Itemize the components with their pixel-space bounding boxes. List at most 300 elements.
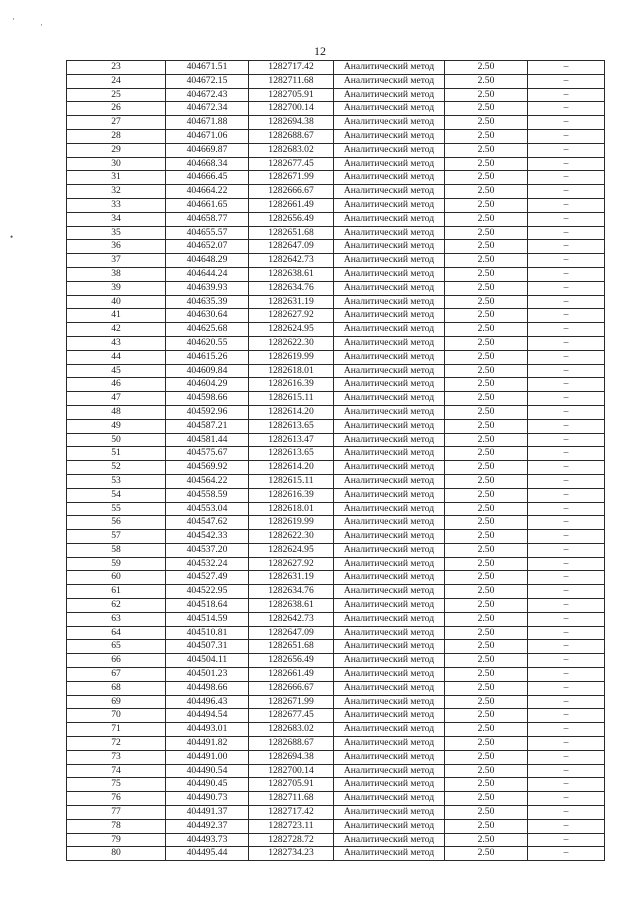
table-row — [67, 557, 605, 571]
table-row — [67, 750, 605, 764]
table-row — [67, 185, 605, 199]
method-cell: Аналитический метод — [334, 502, 445, 516]
error-cell: 2.50 — [445, 212, 528, 226]
method-cell: Аналитический метод — [334, 599, 445, 613]
point-number-cell: 36 — [67, 240, 166, 254]
error-cell: 2.50 — [445, 61, 528, 75]
note-cell: – — [528, 695, 605, 709]
x-coordinate-cell: 404669.87 — [166, 143, 249, 157]
method-cell: Аналитический метод — [334, 212, 445, 226]
table-row — [67, 61, 605, 75]
note-cell: – — [528, 571, 605, 585]
x-coordinate-cell: 404635.39 — [166, 295, 249, 309]
y-coordinate-cell: 1282705.91 — [249, 88, 334, 102]
method-cell: Аналитический метод — [334, 778, 445, 792]
note-cell: – — [528, 267, 605, 281]
method-cell: Аналитический метод — [334, 198, 445, 212]
point-number-cell: 75 — [67, 778, 166, 792]
y-coordinate-cell: 1282656.49 — [249, 654, 334, 668]
table-row — [67, 530, 605, 544]
table-row — [67, 764, 605, 778]
x-coordinate-cell: 404490.54 — [166, 764, 249, 778]
error-cell: 2.50 — [445, 392, 528, 406]
error-cell: 2.50 — [445, 254, 528, 268]
method-cell: Аналитический метод — [334, 309, 445, 323]
point-number-cell: 35 — [67, 226, 166, 240]
note-cell: – — [528, 640, 605, 654]
note-cell: – — [528, 737, 605, 751]
y-coordinate-cell: 1282723.11 — [249, 819, 334, 833]
y-coordinate-cell: 1282634.76 — [249, 281, 334, 295]
y-coordinate-cell: 1282622.30 — [249, 336, 334, 350]
error-cell: 2.50 — [445, 198, 528, 212]
x-coordinate-cell: 404575.67 — [166, 447, 249, 461]
method-cell: Аналитический метод — [334, 185, 445, 199]
table-row — [67, 833, 605, 847]
method-cell: Аналитический метод — [334, 571, 445, 585]
method-cell: Аналитический метод — [334, 405, 445, 419]
point-number-cell: 61 — [67, 585, 166, 599]
point-number-cell: 62 — [67, 599, 166, 613]
point-number-cell: 68 — [67, 681, 166, 695]
table-row — [67, 433, 605, 447]
note-cell: – — [528, 143, 605, 157]
note-cell: – — [528, 433, 605, 447]
table-row — [67, 254, 605, 268]
note-cell: – — [528, 833, 605, 847]
table-row — [67, 571, 605, 585]
y-coordinate-cell: 1282634.76 — [249, 585, 334, 599]
point-number-cell: 56 — [67, 516, 166, 530]
y-coordinate-cell: 1282627.92 — [249, 309, 334, 323]
method-cell: Аналитический метод — [334, 557, 445, 571]
point-number-cell: 60 — [67, 571, 166, 585]
y-coordinate-cell: 1282619.99 — [249, 516, 334, 530]
error-cell: 2.50 — [445, 557, 528, 571]
point-number-cell: 45 — [67, 364, 166, 378]
y-coordinate-cell: 1282619.99 — [249, 350, 334, 364]
table-row — [67, 405, 605, 419]
method-cell: Аналитический метод — [334, 681, 445, 695]
y-coordinate-cell: 1282661.49 — [249, 198, 334, 212]
error-cell: 2.50 — [445, 336, 528, 350]
x-coordinate-cell: 404564.22 — [166, 474, 249, 488]
x-coordinate-cell: 404648.29 — [166, 254, 249, 268]
note-cell: – — [528, 226, 605, 240]
y-coordinate-cell: 1282631.19 — [249, 295, 334, 309]
point-number-cell: 29 — [67, 143, 166, 157]
y-coordinate-cell: 1282631.19 — [249, 571, 334, 585]
x-coordinate-cell: 404652.07 — [166, 240, 249, 254]
table-row — [67, 392, 605, 406]
method-cell: Аналитический метод — [334, 129, 445, 143]
point-number-cell: 69 — [67, 695, 166, 709]
table-row — [67, 723, 605, 737]
x-coordinate-cell: 404501.23 — [166, 668, 249, 682]
point-number-cell: 54 — [67, 488, 166, 502]
table-row — [67, 350, 605, 364]
error-cell: 2.50 — [445, 474, 528, 488]
table-row — [67, 240, 605, 254]
point-number-cell: 59 — [67, 557, 166, 571]
table-row — [67, 447, 605, 461]
table-row — [67, 474, 605, 488]
method-cell: Аналитический метод — [334, 474, 445, 488]
y-coordinate-cell: 1282651.68 — [249, 226, 334, 240]
table-row — [67, 226, 605, 240]
table-row — [67, 681, 605, 695]
y-coordinate-cell: 1282656.49 — [249, 212, 334, 226]
error-cell: 2.50 — [445, 640, 528, 654]
error-cell: 2.50 — [445, 157, 528, 171]
error-cell: 2.50 — [445, 488, 528, 502]
method-cell: Аналитический метод — [334, 806, 445, 820]
point-number-cell: 53 — [67, 474, 166, 488]
error-cell: 2.50 — [445, 295, 528, 309]
table-row — [67, 461, 605, 475]
note-cell: – — [528, 819, 605, 833]
error-cell: 2.50 — [445, 833, 528, 847]
note-cell: – — [528, 61, 605, 75]
y-coordinate-cell: 1282618.01 — [249, 364, 334, 378]
point-number-cell: 32 — [67, 185, 166, 199]
y-coordinate-cell: 1282677.45 — [249, 709, 334, 723]
error-cell: 2.50 — [445, 792, 528, 806]
x-coordinate-cell: 404492.37 — [166, 819, 249, 833]
point-number-cell: 52 — [67, 461, 166, 475]
error-cell: 2.50 — [445, 626, 528, 640]
note-cell: – — [528, 668, 605, 682]
error-cell: 2.50 — [445, 405, 528, 419]
point-number-cell: 38 — [67, 267, 166, 281]
x-coordinate-cell: 404639.93 — [166, 281, 249, 295]
point-number-cell: 76 — [67, 792, 166, 806]
point-number-cell: 55 — [67, 502, 166, 516]
error-cell: 2.50 — [445, 516, 528, 530]
error-cell: 2.50 — [445, 806, 528, 820]
table-row — [67, 640, 605, 654]
x-coordinate-cell: 404493.01 — [166, 723, 249, 737]
note-cell: – — [528, 102, 605, 116]
error-cell: 2.50 — [445, 599, 528, 613]
x-coordinate-cell: 404527.49 — [166, 571, 249, 585]
y-coordinate-cell: 1282700.14 — [249, 764, 334, 778]
error-cell: 2.50 — [445, 612, 528, 626]
y-coordinate-cell: 1282647.09 — [249, 626, 334, 640]
point-number-cell: 80 — [67, 847, 166, 861]
point-number-cell: 24 — [67, 74, 166, 88]
point-number-cell: 27 — [67, 116, 166, 130]
point-number-cell: 70 — [67, 709, 166, 723]
table-row — [67, 847, 605, 861]
note-cell: – — [528, 405, 605, 419]
method-cell: Аналитический метод — [334, 654, 445, 668]
note-cell: – — [528, 198, 605, 212]
method-cell: Аналитический метод — [334, 847, 445, 861]
error-cell: 2.50 — [445, 695, 528, 709]
point-number-cell: 33 — [67, 198, 166, 212]
error-cell: 2.50 — [445, 723, 528, 737]
note-cell: – — [528, 626, 605, 640]
error-cell: 2.50 — [445, 378, 528, 392]
table-row — [67, 778, 605, 792]
point-number-cell: 73 — [67, 750, 166, 764]
y-coordinate-cell: 1282651.68 — [249, 640, 334, 654]
table-row — [67, 198, 605, 212]
note-cell: – — [528, 212, 605, 226]
method-cell: Аналитический метод — [334, 640, 445, 654]
table-row — [67, 116, 605, 130]
table-row — [67, 654, 605, 668]
x-coordinate-cell: 404672.15 — [166, 74, 249, 88]
x-coordinate-cell: 404668.34 — [166, 157, 249, 171]
table-row — [67, 612, 605, 626]
table-row — [67, 543, 605, 557]
y-coordinate-cell: 1282683.02 — [249, 723, 334, 737]
note-cell: – — [528, 764, 605, 778]
coordinates-table — [66, 60, 605, 861]
method-cell: Аналитический метод — [334, 88, 445, 102]
note-cell: – — [528, 543, 605, 557]
note-cell: – — [528, 419, 605, 433]
x-coordinate-cell: 404490.73 — [166, 792, 249, 806]
method-cell: Аналитический метод — [334, 281, 445, 295]
method-cell: Аналитический метод — [334, 792, 445, 806]
note-cell: – — [528, 792, 605, 806]
x-coordinate-cell: 404658.77 — [166, 212, 249, 226]
error-cell: 2.50 — [445, 778, 528, 792]
note-cell: – — [528, 240, 605, 254]
page-number: 12 — [314, 44, 326, 58]
method-cell: Аналитический метод — [334, 419, 445, 433]
y-coordinate-cell: 1282627.92 — [249, 557, 334, 571]
table-row — [67, 171, 605, 185]
y-coordinate-cell: 1282688.67 — [249, 129, 334, 143]
point-number-cell: 40 — [67, 295, 166, 309]
note-cell: – — [528, 474, 605, 488]
x-coordinate-cell: 404532.24 — [166, 557, 249, 571]
error-cell: 2.50 — [445, 102, 528, 116]
x-coordinate-cell: 404609.84 — [166, 364, 249, 378]
note-cell: – — [528, 295, 605, 309]
note-cell: – — [528, 88, 605, 102]
method-cell: Аналитический метод — [334, 695, 445, 709]
y-coordinate-cell: 1282613.47 — [249, 433, 334, 447]
method-cell: Аналитический метод — [334, 116, 445, 130]
note-cell: – — [528, 281, 605, 295]
table-row — [67, 212, 605, 226]
method-cell: Аналитический метод — [334, 543, 445, 557]
y-coordinate-cell: 1282717.42 — [249, 806, 334, 820]
method-cell: Аналитический метод — [334, 516, 445, 530]
note-cell: – — [528, 157, 605, 171]
point-number-cell: 41 — [67, 309, 166, 323]
y-coordinate-cell: 1282613.65 — [249, 447, 334, 461]
point-number-cell: 42 — [67, 323, 166, 337]
note-cell: – — [528, 709, 605, 723]
x-coordinate-cell: 404498.66 — [166, 681, 249, 695]
y-coordinate-cell: 1282647.09 — [249, 240, 334, 254]
method-cell: Аналитический метод — [334, 171, 445, 185]
note-cell: – — [528, 129, 605, 143]
x-coordinate-cell: 404491.82 — [166, 737, 249, 751]
method-cell: Аналитический метод — [334, 750, 445, 764]
y-coordinate-cell: 1282614.20 — [249, 461, 334, 475]
note-cell: – — [528, 323, 605, 337]
error-cell: 2.50 — [445, 419, 528, 433]
method-cell: Аналитический метод — [334, 240, 445, 254]
error-cell: 2.50 — [445, 350, 528, 364]
x-coordinate-cell: 404630.64 — [166, 309, 249, 323]
table-row — [67, 281, 605, 295]
method-cell: Аналитический метод — [334, 723, 445, 737]
error-cell: 2.50 — [445, 530, 528, 544]
note-cell: – — [528, 723, 605, 737]
note-cell: – — [528, 309, 605, 323]
point-number-cell: 25 — [67, 88, 166, 102]
x-coordinate-cell: 404625.68 — [166, 323, 249, 337]
x-coordinate-cell: 404672.43 — [166, 88, 249, 102]
error-cell: 2.50 — [445, 654, 528, 668]
point-number-cell: 71 — [67, 723, 166, 737]
x-coordinate-cell: 404490.45 — [166, 778, 249, 792]
y-coordinate-cell: 1282694.38 — [249, 750, 334, 764]
note-cell: – — [528, 488, 605, 502]
y-coordinate-cell: 1282666.67 — [249, 185, 334, 199]
x-coordinate-cell: 404592.96 — [166, 405, 249, 419]
y-coordinate-cell: 1282638.61 — [249, 599, 334, 613]
method-cell: Аналитический метод — [334, 267, 445, 281]
table-row — [67, 143, 605, 157]
point-number-cell: 63 — [67, 612, 166, 626]
error-cell: 2.50 — [445, 323, 528, 337]
error-cell: 2.50 — [445, 226, 528, 240]
point-number-cell: 31 — [67, 171, 166, 185]
note-cell: – — [528, 502, 605, 516]
x-coordinate-cell: 404671.06 — [166, 129, 249, 143]
method-cell: Аналитический метод — [334, 530, 445, 544]
method-cell: Аналитический метод — [334, 612, 445, 626]
method-cell: Аналитический метод — [334, 833, 445, 847]
y-coordinate-cell: 1282618.01 — [249, 502, 334, 516]
x-coordinate-cell: 404558.59 — [166, 488, 249, 502]
error-cell: 2.50 — [445, 171, 528, 185]
point-number-cell: 51 — [67, 447, 166, 461]
x-coordinate-cell: 404496.43 — [166, 695, 249, 709]
error-cell: 2.50 — [445, 240, 528, 254]
note-cell: – — [528, 806, 605, 820]
x-coordinate-cell: 404569.92 — [166, 461, 249, 475]
x-coordinate-cell: 404495.44 — [166, 847, 249, 861]
y-coordinate-cell: 1282613.65 — [249, 419, 334, 433]
method-cell: Аналитический метод — [334, 157, 445, 171]
error-cell: 2.50 — [445, 364, 528, 378]
y-coordinate-cell: 1282705.91 — [249, 778, 334, 792]
table-row — [67, 502, 605, 516]
method-cell: Аналитический метод — [334, 461, 445, 475]
note-cell: – — [528, 847, 605, 861]
y-coordinate-cell: 1282642.73 — [249, 612, 334, 626]
y-coordinate-cell: 1282728.72 — [249, 833, 334, 847]
table-row — [67, 309, 605, 323]
note-cell: – — [528, 364, 605, 378]
note-cell: – — [528, 557, 605, 571]
note-cell: – — [528, 530, 605, 544]
point-number-cell: 67 — [67, 668, 166, 682]
note-cell: – — [528, 392, 605, 406]
point-number-cell: 74 — [67, 764, 166, 778]
scan-speck: · — [40, 20, 43, 30]
y-coordinate-cell: 1282711.68 — [249, 74, 334, 88]
error-cell: 2.50 — [445, 571, 528, 585]
point-number-cell: 34 — [67, 212, 166, 226]
note-cell: – — [528, 350, 605, 364]
note-cell: – — [528, 599, 605, 613]
point-number-cell: 39 — [67, 281, 166, 295]
error-cell: 2.50 — [445, 737, 528, 751]
x-coordinate-cell: 404553.04 — [166, 502, 249, 516]
x-coordinate-cell: 404671.51 — [166, 61, 249, 75]
table-row — [67, 88, 605, 102]
method-cell: Аналитический метод — [334, 378, 445, 392]
y-coordinate-cell: 1282717.42 — [249, 61, 334, 75]
y-coordinate-cell: 1282661.49 — [249, 668, 334, 682]
x-coordinate-cell: 404537.20 — [166, 543, 249, 557]
table-row — [67, 336, 605, 350]
y-coordinate-cell: 1282683.02 — [249, 143, 334, 157]
method-cell: Аналитический метод — [334, 626, 445, 640]
method-cell: Аналитический метод — [334, 764, 445, 778]
y-coordinate-cell: 1282622.30 — [249, 530, 334, 544]
error-cell: 2.50 — [445, 74, 528, 88]
error-cell: 2.50 — [445, 116, 528, 130]
method-cell: Аналитический метод — [334, 488, 445, 502]
point-number-cell: 58 — [67, 543, 166, 557]
method-cell: Аналитический метод — [334, 447, 445, 461]
error-cell: 2.50 — [445, 433, 528, 447]
y-coordinate-cell: 1282671.99 — [249, 695, 334, 709]
point-number-cell: 66 — [67, 654, 166, 668]
x-coordinate-cell: 404510.81 — [166, 626, 249, 640]
x-coordinate-cell: 404671.88 — [166, 116, 249, 130]
point-number-cell: 47 — [67, 392, 166, 406]
table-row — [67, 819, 605, 833]
point-number-cell: 23 — [67, 61, 166, 75]
x-coordinate-cell: 404661.65 — [166, 198, 249, 212]
x-coordinate-cell: 404615.26 — [166, 350, 249, 364]
x-coordinate-cell: 404620.55 — [166, 336, 249, 350]
y-coordinate-cell: 1282614.20 — [249, 405, 334, 419]
y-coordinate-cell: 1282711.68 — [249, 792, 334, 806]
table-row — [67, 74, 605, 88]
point-number-cell: 65 — [67, 640, 166, 654]
x-coordinate-cell: 404491.37 — [166, 806, 249, 820]
y-coordinate-cell: 1282642.73 — [249, 254, 334, 268]
y-coordinate-cell: 1282624.95 — [249, 323, 334, 337]
note-cell: – — [528, 447, 605, 461]
scan-speck: · — [12, 14, 15, 24]
x-coordinate-cell: 404494.54 — [166, 709, 249, 723]
y-coordinate-cell: 1282616.39 — [249, 488, 334, 502]
y-coordinate-cell: 1282734.23 — [249, 847, 334, 861]
note-cell: – — [528, 254, 605, 268]
x-coordinate-cell: 404547.62 — [166, 516, 249, 530]
method-cell: Аналитический метод — [334, 585, 445, 599]
x-coordinate-cell: 404598.66 — [166, 392, 249, 406]
table-row — [67, 737, 605, 751]
method-cell: Аналитический метод — [334, 254, 445, 268]
method-cell: Аналитический метод — [334, 709, 445, 723]
